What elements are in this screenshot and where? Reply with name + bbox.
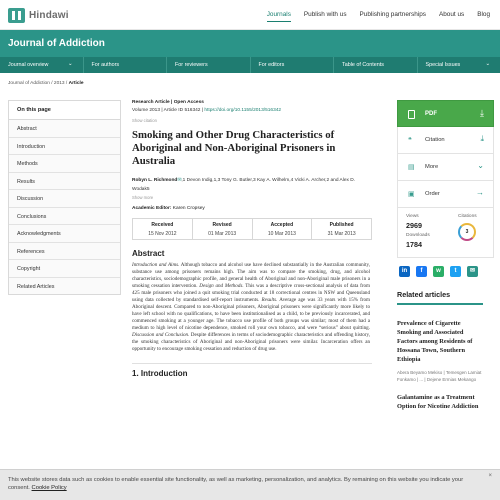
section-introduction-heading: 1. Introduction bbox=[132, 363, 372, 378]
facebook-icon[interactable]: f bbox=[416, 266, 427, 277]
abstract-text bbox=[132, 262, 370, 353]
subnav-journal-overview[interactable] bbox=[0, 57, 84, 73]
academic-editor bbox=[132, 206, 372, 211]
close-icon[interactable]: × bbox=[488, 473, 492, 479]
abstract-aim-text: Although tobacco and alcohol use have declined substantially in the Australian community, substance use among prisoners remains high. The aim was to compare the smoking, drug, and alcohol characteristics, sociodemographic profile, and general health of Aboriginal and non-Aboriginal male prisoners in a smoking cessation intervention. bbox=[132, 262, 370, 289]
pdf-button[interactable] bbox=[397, 100, 494, 127]
email-share-icon[interactable]: ✉ bbox=[467, 266, 478, 277]
breadcrumb-current: Article bbox=[68, 81, 84, 86]
wechat-icon[interactable]: w bbox=[433, 266, 444, 277]
abstract-results-label: Results. bbox=[261, 297, 278, 303]
nav-about-us[interactable]: About us bbox=[438, 11, 465, 18]
download-icon: ⤓ bbox=[480, 134, 484, 143]
hindawi-logo-icon bbox=[8, 8, 25, 23]
editor-label: Academic Editor: bbox=[132, 206, 172, 211]
sidebar-item-related-articles[interactable]: Related Articles bbox=[17, 283, 55, 290]
sidebar-item-copyright[interactable]: Copyright bbox=[9, 260, 120, 278]
cart-icon: ▣ bbox=[408, 191, 415, 198]
nav-publish-with-us[interactable]: Publish with us bbox=[303, 11, 347, 18]
subnav-label: For authors bbox=[91, 62, 120, 68]
sidebar-item-results[interactable]: Results bbox=[9, 173, 120, 191]
date-accepted bbox=[253, 219, 313, 239]
author-list bbox=[132, 177, 372, 194]
date-value: 01 Mar 2013 bbox=[208, 231, 237, 237]
nav-blog[interactable]: Blog bbox=[477, 11, 490, 18]
logo-text: Hindawi bbox=[29, 10, 69, 21]
twitter-icon[interactable]: t bbox=[450, 266, 461, 277]
abstract-heading: Abstract bbox=[132, 249, 165, 258]
cookie-message: This website stores data such as cookies to enable essential site functionality, as well as marketing, personalization, and analytics. By remaining on this website you indicate your consent. bbox=[8, 477, 464, 491]
downloads-label: Downloads bbox=[406, 233, 430, 238]
top-nav bbox=[267, 11, 490, 22]
views-label: Views bbox=[406, 214, 419, 219]
citations-badge[interactable]: 3 bbox=[458, 223, 476, 241]
citation-button[interactable] bbox=[397, 127, 494, 154]
article-metrics bbox=[397, 208, 494, 258]
sidebar-item-conclusions[interactable]: Conclusions bbox=[9, 208, 120, 226]
breadcrumb-year[interactable]: 2013 bbox=[53, 81, 65, 86]
related-article-title[interactable]: Prevalence of Cigarette Smoking and Associated Factors among Residents of Hossana Town, Southern Ethiopia bbox=[397, 320, 473, 363]
show-more-link[interactable]: Show more bbox=[132, 195, 154, 200]
subnav-special-issues[interactable] bbox=[418, 57, 500, 73]
lead-author[interactable]: Robyn L. Richmond bbox=[132, 178, 178, 183]
subnav-for-editors[interactable] bbox=[251, 57, 335, 73]
abstract-design-label: Design and Methods. bbox=[199, 283, 244, 289]
email-icon[interactable]: ✉ bbox=[177, 178, 182, 183]
sidebar-item-discussion[interactable]: Discussion bbox=[9, 190, 120, 208]
date-published bbox=[312, 219, 371, 239]
subnav-label: Table of Contents bbox=[342, 62, 384, 68]
date-value: 10 Mar 2013 bbox=[267, 231, 296, 237]
date-revised bbox=[193, 219, 253, 239]
citation-label: Citation bbox=[425, 137, 445, 143]
journal-banner bbox=[0, 30, 500, 57]
sidebar-title: On this page bbox=[9, 101, 120, 120]
chevron-down-icon: ⌄ bbox=[477, 161, 484, 170]
sidebar-item-abstract[interactable]: Abstract bbox=[9, 120, 120, 138]
date-value: 31 Mar 2013 bbox=[327, 231, 356, 237]
subnav-label: Special Issues bbox=[425, 62, 461, 68]
sidebar-item-acknowledgments[interactable]: Acknowledgments bbox=[9, 225, 120, 243]
order-button[interactable] bbox=[397, 181, 494, 208]
more-icon: ▤ bbox=[408, 164, 415, 171]
cookie-text bbox=[8, 476, 478, 492]
cookie-banner bbox=[0, 469, 500, 500]
date-value: 15 Nov 2012 bbox=[148, 231, 177, 237]
sidebar-item-methods[interactable]: Methods bbox=[9, 155, 120, 173]
subnav-label: For editors bbox=[258, 62, 285, 68]
views-count: 2969 bbox=[406, 221, 422, 230]
arrow-right-icon: → bbox=[476, 188, 484, 197]
chevron-down-icon: ⌄ bbox=[67, 61, 73, 67]
related-articles-heading: Related articles bbox=[397, 290, 483, 305]
site-header bbox=[0, 0, 500, 30]
download-icon: ⤓ bbox=[480, 108, 484, 118]
related-article-authors: Abera Beyamo Mekiso | Temesgen Lamiat Fonkamo | ... | Dejene Ermias Mekango bbox=[397, 370, 482, 382]
volume-info: Volume 2013 | Article ID 516342 | bbox=[132, 108, 205, 113]
chevron-down-icon: ⌄ bbox=[485, 61, 490, 67]
more-button[interactable] bbox=[397, 154, 494, 181]
pdf-label: PDF bbox=[425, 111, 437, 117]
abstract-results-text: Average age was 33 years with 15% from Aboriginal descent. Compared to non-Aboriginal prisoners, Aboriginal prisoners were significantly more likely to have left school with no qualifications, to have been institutionalised as a child, to be previously incarcerated, and commenced smoking at a younger age. The tobacco use profile of both groups was similar; most of them had a medium to high level of nicotine dependence, smoked roll your own tobacco, and were “serious” about quitting. bbox=[132, 297, 370, 331]
article-volume bbox=[132, 108, 372, 113]
document-icon bbox=[408, 110, 415, 119]
abstract-discussion-text: Despite differences in terms of sociodemographic characteristics and offending history, the smoking characteristics of Aboriginal and non-Aboriginal prisoners were similar. Incarceration offers an opportunity to encourage smoking cessation and reduction of drug use. bbox=[132, 332, 370, 352]
date-label: Received bbox=[151, 222, 174, 228]
breadcrumb-separator: / bbox=[65, 81, 68, 86]
abstract-discussion-label: Discussion and Conclusion. bbox=[132, 332, 190, 338]
on-this-page-sidebar bbox=[8, 100, 121, 295]
date-label: Published bbox=[329, 222, 354, 228]
date-label: Accepted bbox=[270, 222, 294, 228]
other-authors: ,1 Devon Indig,1,3 Tony G. Butler,3 Kay A. Wilhelm,4 Vicki A. Archer,2 and Alex D. Wodak5 bbox=[132, 178, 356, 192]
sidebar-item-introduction[interactable]: Introduction bbox=[9, 138, 120, 156]
article-actions bbox=[397, 100, 494, 411]
nav-journals[interactable]: Journals bbox=[267, 11, 291, 22]
citations-label: Citations bbox=[458, 214, 477, 219]
order-label: Order bbox=[425, 191, 440, 197]
downloads-count: 1784 bbox=[406, 240, 422, 249]
subnav-label: For reviewers bbox=[175, 62, 208, 68]
related-article-title[interactable]: Galantamine as a Treatment Option for Nicotine Addiction bbox=[397, 394, 479, 410]
breadcrumb-separator: / bbox=[51, 81, 53, 86]
abstract-aim-label: Introduction and Aims. bbox=[132, 262, 180, 268]
quote-icon: ❝ bbox=[408, 137, 412, 144]
show-citation-link[interactable]: Show citation bbox=[132, 118, 157, 123]
share-icons bbox=[397, 266, 494, 277]
article-title: Smoking and Other Drug Characteristics of Aboriginal and Non-Aboriginal Prisoners in Australia bbox=[132, 129, 336, 167]
editor-name: Karen Cropsey bbox=[172, 206, 205, 211]
article-dates bbox=[132, 218, 372, 240]
subnav-label: Journal overview bbox=[8, 62, 49, 68]
hindawi-logo[interactable] bbox=[8, 8, 69, 23]
linkedin-icon[interactable]: in bbox=[399, 266, 410, 277]
breadcrumb-journal[interactable]: Journal of Addiction bbox=[8, 81, 50, 86]
date-received bbox=[133, 219, 193, 239]
journal-subnav bbox=[0, 57, 500, 73]
subnav-for-authors[interactable] bbox=[84, 57, 168, 73]
more-label: More bbox=[425, 164, 439, 170]
journal-title[interactable]: Journal of Addiction bbox=[8, 38, 105, 49]
breadcrumb bbox=[8, 81, 84, 86]
nav-publishing-partnerships[interactable]: Publishing partnerships bbox=[359, 11, 426, 18]
date-label: Revised bbox=[212, 222, 232, 228]
abstract-design-text: This was a descriptive cross-sectional analysis of data from 425 male prisoners who joined a quit smoking trial conducted at 18 correctional centres in NSW and Queensland using data collected by standardised self-report instruments. bbox=[132, 283, 370, 303]
subnav-table-of-contents[interactable] bbox=[334, 57, 418, 73]
sidebar-item-references[interactable]: References bbox=[9, 243, 120, 261]
article-main bbox=[132, 100, 372, 378]
doi-link[interactable]: https://doi.org/10.1155/2013/516342 bbox=[204, 108, 282, 113]
cookie-policy-link[interactable]: Cookie Policy bbox=[31, 485, 67, 491]
subnav-for-reviewers[interactable] bbox=[167, 57, 251, 73]
article-type: Research Article | Open Access bbox=[132, 100, 204, 105]
